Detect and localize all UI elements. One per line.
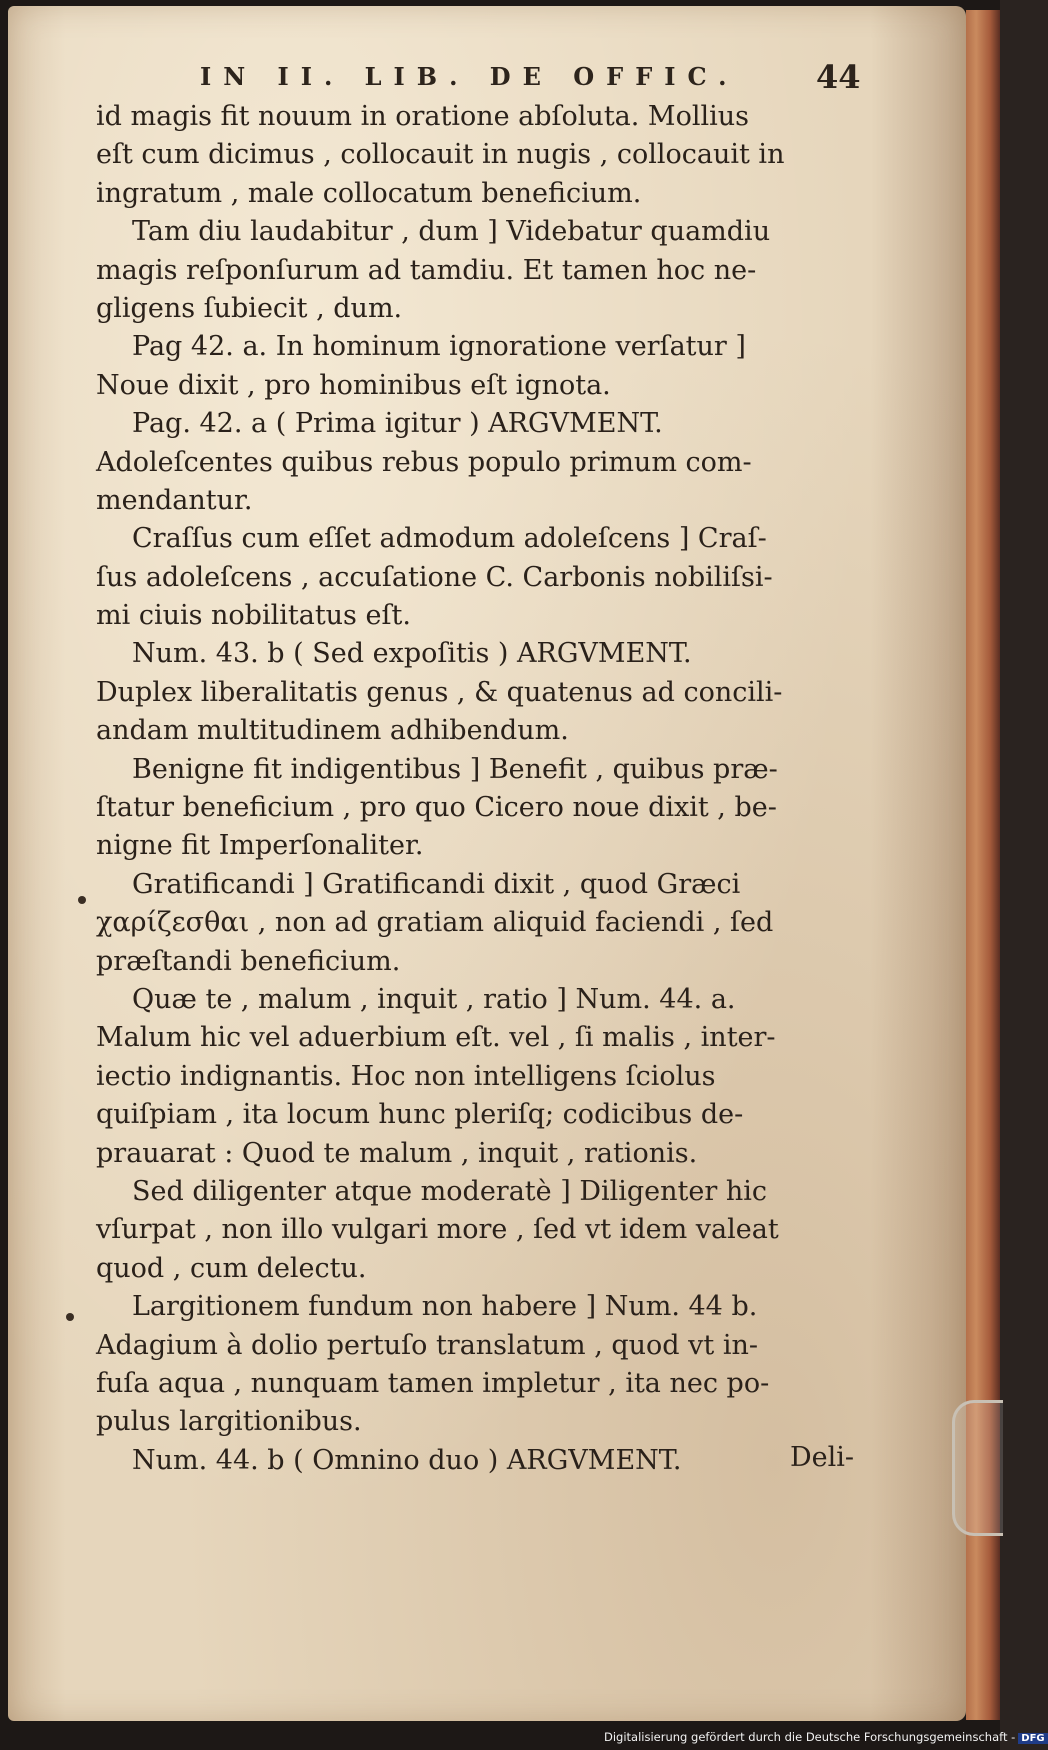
text-line: mendantur. (96, 484, 253, 516)
text-line: Largitionem fundum non habere ] Num. 44 b. (132, 1291, 758, 1323)
text-line: Pag 42. a. In hominum ignoratione verſatur ] (132, 331, 746, 363)
text-line: ſtatur beneficium , pro quo Cicero noue dixit , be- (96, 792, 777, 824)
text-line: id magis fit nouum in oratione abſoluta. Mollius (96, 101, 749, 132)
text-line: Adoleſcentes quibus rebus populo primum com- (96, 446, 752, 478)
text-line: Adagium à dolio pertuſo translatum , quod vt in- (96, 1329, 758, 1361)
text-line: pulus largitionibus. (96, 1406, 362, 1438)
text-line: Pag. 42. a ( Prima igitur ) ARGVMENT. (132, 408, 663, 440)
text-line: Benigne fit indigentibus ] Benefit , quibus præ- (132, 753, 778, 785)
text-line: vſurpat , non illo vulgari more , ſed vt idem valeat (96, 1214, 779, 1246)
text-line: Craſſus cum eſſet admodum adoleſcens ] Craſ- (132, 523, 767, 555)
text-line: eſt cum dicimus , collocauit in nugis , collocauit in (96, 139, 785, 171)
text-line: nigne fit Imperſonaliter. (96, 830, 424, 862)
page-tab-marker (952, 1400, 1003, 1536)
text-line: Num. 44. b ( Omnino duo ) ARGVMENT. (132, 1444, 682, 1476)
running-title: IN II. LIB. DE OFFIC. (200, 62, 739, 91)
text-line: ingratum , male collocatum beneficium. (96, 177, 642, 209)
text-line: Num. 43. b ( Sed expoſitis ) ARGVMENT. (132, 638, 692, 670)
text-line: Quæ te , malum , inquit , ratio ] Num. 44. a. (132, 983, 736, 1015)
page-number: 44 (816, 58, 861, 96)
dfg-logo: DFG (1018, 1733, 1047, 1744)
text-line: Tam diu laudabitur , dum ] Videbatur quamdiu (132, 216, 771, 248)
margin-dot-marker (66, 1313, 74, 1321)
digitization-credit (604, 1730, 1048, 1744)
text-line: Duplex liberalitatis genus , & quatenus ad concili- (96, 676, 783, 708)
text-line: quiſpiam , ita locum hunc pleriſq; codicibus de- (96, 1099, 744, 1131)
text-line: præſtandi beneficium. (96, 945, 401, 977)
margin-dot-marker (78, 896, 86, 904)
page-text-block (96, 98, 872, 1480)
credit-text: Digitalisierung gefördert durch die Deutsche Forschungsgemeinschaft - (604, 1730, 1016, 1744)
text-line: Sed diligenter atque moderatè ] Diligenter hic (132, 1175, 768, 1207)
text-line: ſus adoleſcens , accuſatione C. Carbonis nobiliſsi- (96, 561, 773, 593)
text-line: magis reſponſurum ad tamdiu. Et tamen hoc ne- (96, 254, 757, 286)
text-line: iectio indignantis. Hoc non intelligens ſciolus (96, 1060, 716, 1092)
text-line: Noue dixit , pro hominibus eſt ignota. (96, 369, 611, 401)
text-line: Malum hic vel aduerbium eſt. vel , ſi malis , inter- (96, 1022, 776, 1054)
text-line: mi ciuis nobilitatus eſt. (96, 600, 411, 632)
text-line: Gratificandi ] Gratificandi dixit , quod Græci (132, 868, 741, 900)
text-line: quod , cum delectu. (96, 1252, 367, 1284)
text-line: χαρίζεσθαι , non ad gratiam aliquid faciendi , ſed (96, 907, 774, 939)
text-line: prauarat : Quod te malum , inquit , rationis. (96, 1137, 698, 1169)
catchword: Deli- (790, 1442, 855, 1473)
text-line: fuſa aqua , nunquam tamen impletur , ita nec po- (96, 1367, 770, 1399)
text-line: gligens ſubiecit , dum. (96, 292, 403, 324)
text-line: andam multitudinem adhibendum. (96, 715, 569, 747)
